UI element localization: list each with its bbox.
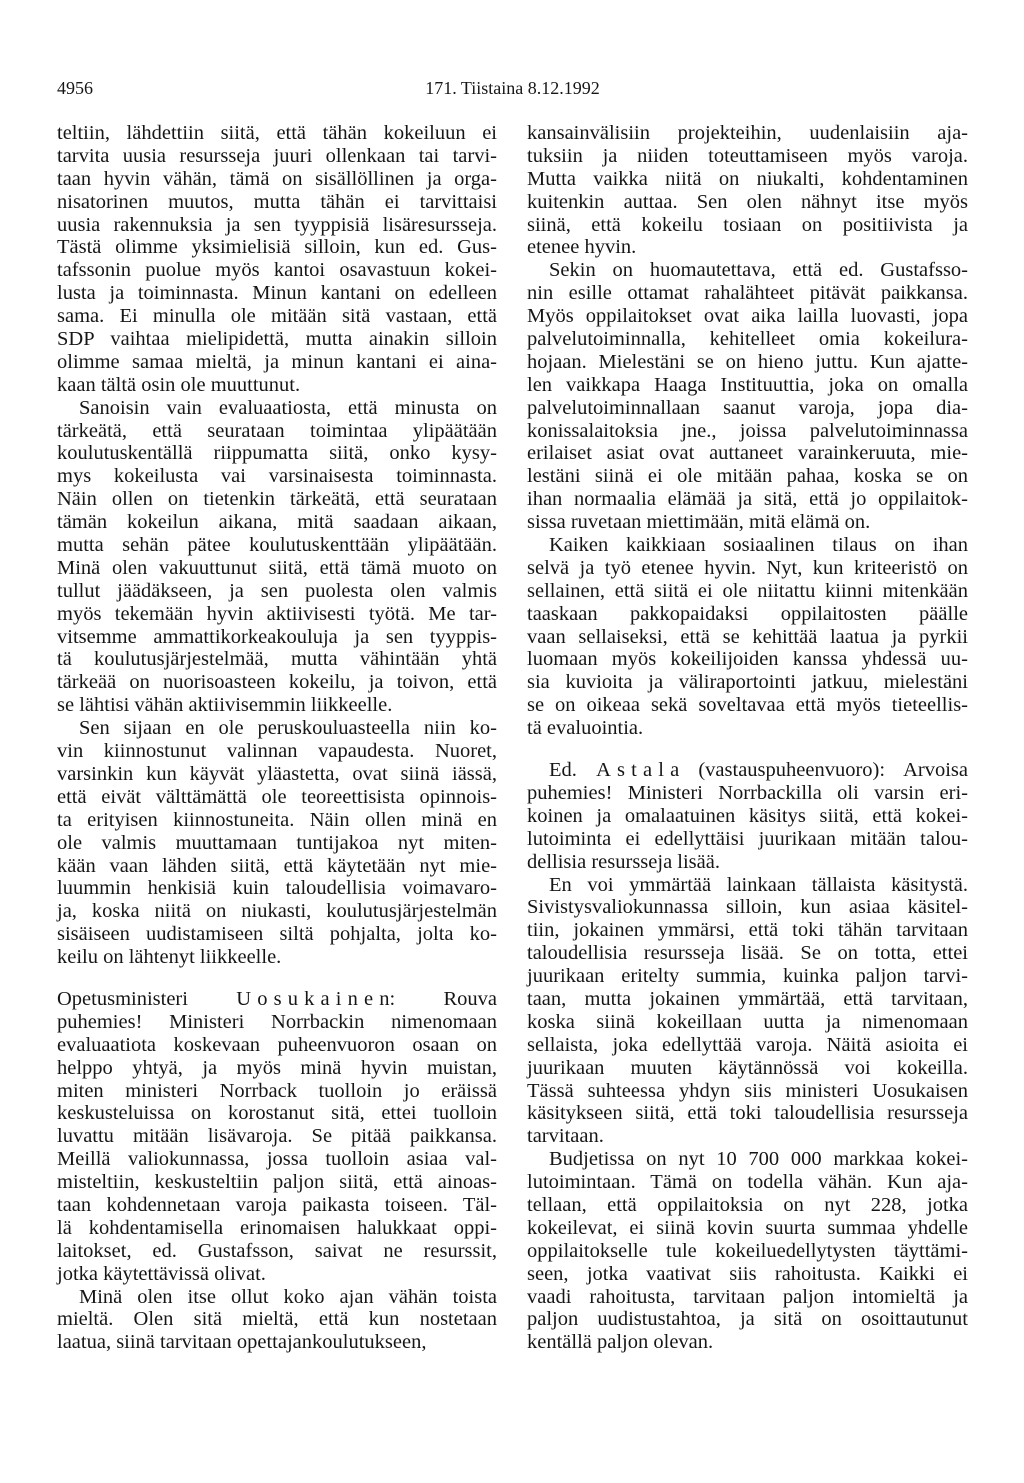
text-line: lestäni siinä ei ole mitään pahaa, koska se on: [527, 465, 968, 488]
text-line: dellisia resursseja lisää.: [527, 850, 720, 873]
text-line: olimme samaa mieltä, ja minun kantani ei aina-: [57, 350, 497, 373]
text-line: konissalaitoksia jne., joissa palvelutoiminnassa: [527, 419, 968, 442]
text-line: SDP vaihtaa mielipidettä, mutta ainakin silloin: [57, 328, 497, 351]
text-line: vaadi rahoitusta, tarvitaan paljon intomieltä ja: [527, 1285, 968, 1308]
text-line: varsinkin kun käyvät yläastetta, ovat siinä iässä,: [57, 762, 497, 785]
text-line: taaskaan pakkopaidaksi oppilaitosten päälle: [527, 602, 968, 625]
text-line: etenee hyvin.: [527, 236, 637, 259]
text-line: keilu on lähtenyt liikkeelle.: [57, 946, 282, 969]
speech-paragraph: [57, 988, 497, 1286]
text-line: tarvita uusia resursseja juuri ollenkaan tai tarvi-: [57, 144, 497, 167]
text-line: taloudellisia resursseja lisää. Se on totta, ettei: [527, 942, 968, 965]
text-line: laatua, siinä tarvitaan opettajankoulutukseen,: [57, 1331, 427, 1354]
paragraph: [527, 259, 968, 534]
text-line: len vaikkapa Haaga Instituuttia, joka on omalla: [527, 373, 968, 396]
text-line: sisäiseen uudistamiseen siltä pohjalta, jolta ko-: [57, 923, 497, 946]
text-line: tärkeätä, että seurataan toimintaa ylipäätään: [57, 419, 497, 442]
text-line: taan kohdennetaan varoja paikasta toiseen. Täl-: [57, 1193, 497, 1216]
text-line: puhemies! Ministeri Norrbackilla oli varsin eri-: [527, 781, 968, 804]
text-line: myös tekemään hyvin aktiivisesti työtä. Me tar-: [57, 602, 497, 625]
text-line: kuitenkin auttaa. Sen olen nähnyt itse myös: [527, 190, 968, 213]
speaker-line: [527, 759, 968, 782]
text-line: lutoimintaan. Tämä on todella vähän. Kun aja-: [527, 1171, 968, 1194]
text-line: sama. Ei minulla ole mitään sitä vastaan, että: [57, 305, 497, 328]
text-line: palvelutoiminnalla, kehitelleet omia kokeilura-: [527, 328, 968, 351]
text-line: seen, jotka vaativat siis rahoitusta. Kaikki ei: [527, 1262, 968, 1285]
text-line: Sen sijaan en ole peruskouluasteella niin ko-: [79, 717, 497, 740]
paragraph: [57, 397, 497, 717]
text-line: uusia rakennuksia ja sen tyyppisiä lisäresursseja.: [57, 213, 497, 236]
text-line: sellainen, että siitä ei ole niitattu kiinni mitenkään: [527, 579, 968, 602]
text-line: tafssonin puolue myös kantoi osavastuun kokei-: [57, 259, 497, 282]
text-line: Näin ollen on tietenkin tärkeätä, että seurataan: [57, 488, 497, 511]
speaker-name: Astala: [596, 759, 686, 782]
text-line: tullut jäädäkseen, ja sen puolesta olen valmis: [57, 579, 497, 602]
text-line: ta erityisen kiinnostuneita. Näin ollen minä en: [57, 808, 497, 831]
text-line: jotka käytettävissä olivat.: [57, 1262, 266, 1285]
text-line: hojaan. Mielestäni se on hieno juttu. Kun ajatte-: [527, 350, 968, 373]
text-line: Tästä olimme yksimielisiä silloin, kun ed. Gus-: [57, 236, 497, 259]
text-line: laitokset, ed. Gustafsson, saivat ne resurssit,: [57, 1239, 497, 1262]
text-line: En voi ymmärtää lainkaan tällaista käsitystä.: [549, 873, 968, 896]
paragraph: [527, 1148, 968, 1354]
text-line: oppilaitokselle tule kokeiluedellytysten täyttämi-: [527, 1239, 968, 1262]
text-line: Tässä suhteessa yhdyn siis ministeri Uosukaisen: [527, 1079, 968, 1102]
text-line: kään vaan lähden siitä, että käytetään nyt mie-: [57, 854, 497, 877]
text-line: palvelutoiminnallaan saanut varoja, jopa dia-: [527, 396, 968, 419]
left-column: [57, 122, 497, 1354]
text-line: ja, koska niitä on niukasti, koulutusjärjestelmän: [57, 900, 497, 923]
text-line: luvattu mitään lisävaroja. Se pitää paikkansa.: [57, 1125, 497, 1148]
paragraph: [57, 122, 497, 397]
text-line: evaluaatiota koskevaan puheenvuoron osaan on: [57, 1033, 497, 1056]
text-line: keskusteluissa on korostanut sitä, ettei tuolloin: [57, 1102, 497, 1125]
text-line: taan, mutta jokainen ymmärtää, että tarvitaan,: [527, 987, 968, 1010]
text-line: miten ministeri Norrback tuolloin jo eräissä: [57, 1079, 497, 1102]
text-line: paljon uudistustahtoa, ja sitä on osoittautunut: [527, 1308, 968, 1331]
text-line: misteltiin, keskusteltiin paljon siitä, että ainoas-: [57, 1171, 497, 1194]
paragraph: [527, 874, 968, 1149]
speech-paragraph: [527, 759, 968, 873]
speaker-line-rest: : Arvoisa: [879, 759, 969, 782]
text-line: tämän kokeilun aikana, mitä saadaan aikaan,: [57, 511, 497, 534]
text-line: taan hyvin vähän, tämä on sisällöllinen ja orga-: [57, 167, 497, 190]
text-line: Myös oppilaitokset ovat aika lailla luovasti, jopa: [527, 305, 968, 328]
text-line: se lähtisi vähän aktiivisemmin liikkeelle.: [57, 694, 393, 717]
text-line: tuksiin ja niiden toteuttamiseen myös varoja.: [527, 144, 968, 167]
speaker-name: Uosukainen: [236, 987, 396, 1010]
text-line: tiin, jokainen ymmärsi, että toki tähän tarvitaan: [527, 919, 968, 942]
text-line: kansainvälisiin projekteihin, uudenlaisiin aja-: [527, 122, 968, 144]
text-line: lutoiminta ei edellyttäisi juurikaan mitään talou-: [527, 827, 968, 850]
sitting-title: 171. Tiistaina 8.12.1992: [425, 78, 600, 98]
text-line: teltiin, lähdettiin siitä, että tähän kokeiluun ei: [57, 122, 497, 144]
text-line: sia kuvioita ja väliraportointi jatkuu, mielestäni: [527, 671, 968, 694]
speaker-note: (vastauspuheenvuoro): [698, 759, 880, 782]
text-line: puhemies! Ministeri Norrbackin nimenomaan: [57, 1010, 497, 1033]
text-line: luomaan myös kokeilijoiden kanssa yhdessä uu-: [527, 648, 968, 671]
speaker-line-rest: : Rouva: [389, 987, 498, 1010]
page-number: 4956: [57, 78, 93, 98]
text-line: että eivät välttämättä ole teoreettisista opinnois-: [57, 785, 497, 808]
text-line: lusta ja toiminnasta. Minun kantani on edelleen: [57, 282, 497, 305]
text-line: Meillä valiokunnassa, jossa tuolloin asiaa val-: [57, 1148, 497, 1171]
text-line: kentällä paljon olevan.: [527, 1331, 714, 1354]
text-line: ihan normaalia elämää ja sitä, että jo oppilaitok-: [527, 488, 968, 511]
text-line: käsitykseen siitä, että toki taloudellisia resursseja: [527, 1102, 968, 1125]
text-line: helppo yhtyä, ja myös minä hyvin muistan,: [57, 1056, 497, 1079]
text-line: tä evaluointia.: [527, 717, 644, 740]
text-line: Sanoisin vain evaluaatiosta, että minusta on: [79, 396, 497, 419]
speaker-title: Ed.: [549, 759, 577, 782]
text-line: juurikaan eritelty summia, kuinka paljon tarvi-: [527, 965, 968, 988]
text-line: ole valmis muuttamaan tuntijakoa nyt miten-: [57, 831, 497, 854]
paragraph: [527, 122, 968, 259]
right-column: [527, 122, 968, 1354]
text-line: erilaiset asiat ovat auttaneet varainkeruuta, mie-: [527, 442, 968, 465]
text-line: nin esille ottamat rahalähteet pitävät paikkansa.: [527, 282, 968, 305]
text-line: Minä olen vakuuttunut siitä, että tämä muoto on: [57, 556, 497, 579]
text-line: luummin henkisiä kuin taloudellisia voimavaro-: [57, 877, 497, 900]
speaker-line: [57, 988, 497, 1011]
text-line: selvä ja työ etenee hyvin. Nyt, kun kriteeristö on: [527, 556, 968, 579]
text-line: siinä, että kokeilu tosiaan on positiivista ja: [527, 213, 968, 236]
text-line: vin kiinnostunut valinnan vapaudesta. Nuoret,: [57, 740, 497, 763]
text-line: nisatorinen muutos, mutta tähän ei tarvittaisi: [57, 190, 497, 213]
text-line: Kaiken kaikkiaan sosiaalinen tilaus on ihan: [549, 534, 968, 557]
text-line: koinen ja omalaatuinen käsitys siitä, että kokei-: [527, 804, 968, 827]
text-line: sissa ruvetaan miettimään, mitä elämä on.: [527, 511, 871, 534]
text-line: kaan tältä osin ole muuttunut.: [57, 373, 301, 396]
text-line: kokeilevat, ei siinä kovin suurta summaa yhdelle: [527, 1216, 968, 1239]
text-line: koska siinä kokeillaan uutta ja nimenomaan: [527, 1010, 968, 1033]
paragraph: [527, 534, 968, 740]
text-line: Sivistysvaliokunnassa silloin, kun asiaa käsitel-: [527, 896, 968, 919]
speaker-title: Opetusministeri: [57, 987, 188, 1010]
paragraph: [57, 1286, 497, 1355]
text-line: mieltä. Olen sitä mieltä, että kun nostetaan: [57, 1308, 497, 1331]
text-line: koulutuskentällä riippumatta siitä, onko kysy-: [57, 442, 497, 465]
text-line: lä kohdentamisella erinomaisen halukkaat oppi-: [57, 1216, 497, 1239]
text-line: mys kokeilusta vai varsinaisesta toiminnasta.: [57, 465, 497, 488]
text-line: juurikaan muuten käytännössä voi kokeilla.: [527, 1056, 968, 1079]
paragraph: [57, 717, 497, 969]
text-line: se on oikeaa sekä soveltavaa että myös tieteellis-: [527, 694, 968, 717]
text-line: sellaista, joka edellyttää varoja. Näitä asioita ei: [527, 1033, 968, 1056]
text-line: Minä olen itse ollut koko ajan vähän toista: [79, 1285, 497, 1308]
text-line: tarvitaan.: [527, 1125, 604, 1148]
text-line: Sekin on huomautettava, että ed. Gustafsso-: [549, 259, 968, 282]
text-line: mutta sehän pätee koulutuskenttään ylipäätään.: [57, 534, 497, 557]
text-line: tä koulutusjärjestelmää, mutta vähintään yhtä: [57, 648, 497, 671]
text-line: Budjetissa on nyt 10 700 000 markkaa kokei-: [549, 1148, 968, 1171]
text-line: vitsemme ammattikorkeakouluja ja sen tyyppis-: [57, 625, 497, 648]
text-line: Mutta vaikka niitä on niukalti, kohdentaminen: [527, 167, 968, 190]
text-line: tärkeää on nuorisoasteen kokeilu, ja toivon, että: [57, 671, 497, 694]
text-line: tellaan, että oppilaitoksia on nyt 228, jotka: [527, 1193, 968, 1216]
text-line: vaan sellaiseksi, että se kehittää laatua ja pyrkii: [527, 625, 968, 648]
